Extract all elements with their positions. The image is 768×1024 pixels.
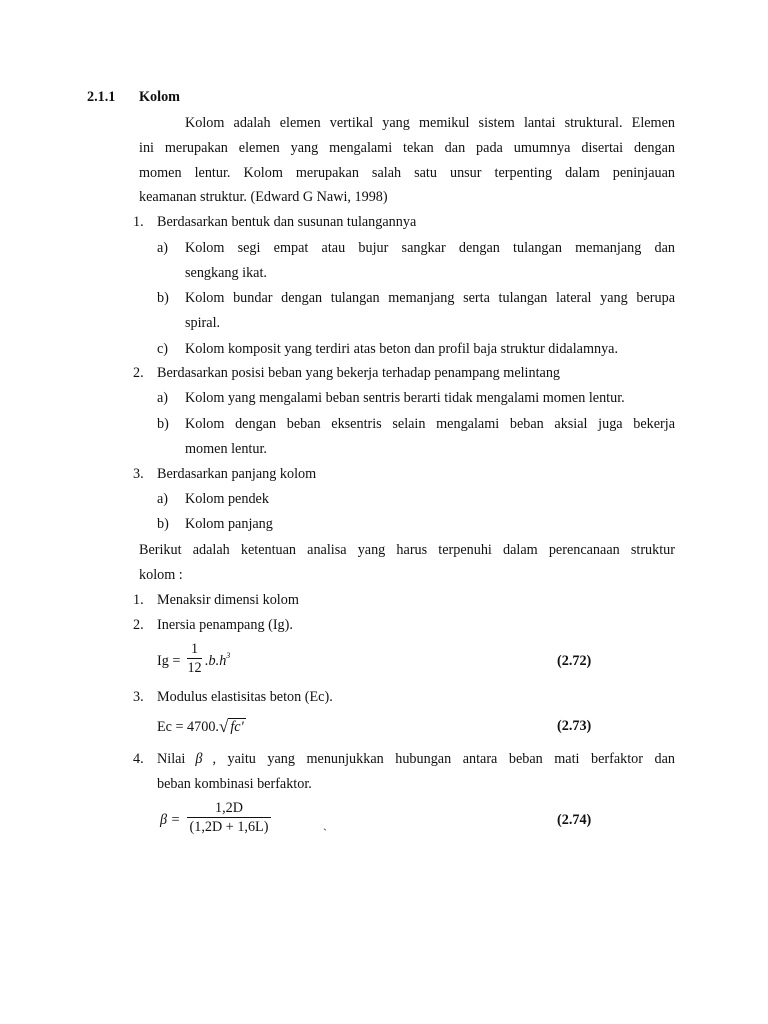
class-3b-line-1: Kolom panjang <box>185 516 273 532</box>
class-1-text: Berdasarkan bentuk dan susunan tulangannya <box>157 214 417 230</box>
class-1-marker: 1. <box>133 214 144 230</box>
section-title: Kolom <box>139 89 180 105</box>
class-2a-marker: a) <box>157 390 169 406</box>
intro-line-2: ini merupakan elemen yang mengalami tekan dan pada umumnya disertai dengan <box>139 140 675 156</box>
step-2-text: Inersia penampang (Ig). <box>157 617 293 633</box>
intro-line-3: momen lentur. Kolom merupakan salah satu unsur terpenting dalam peninjauan <box>139 165 675 181</box>
intro-line-4: keamanan struktur. (Edward G Nawi, 1998) <box>139 189 388 205</box>
step-1-text: Menaksir dimensi kolom <box>157 592 299 608</box>
class-2b-line-1: Kolom dengan beban eksentris selain mengalami beban aksial juga bekerja <box>185 416 675 432</box>
eq-2-73-lhs: Ec = 4700. <box>157 719 219 735</box>
class-2b-line-2: momen lentur. <box>185 441 267 457</box>
eq-2-72-rhs <box>205 653 230 670</box>
intro-line-1: Kolom adalah elemen vertikal yang memikul sistem lantai struktural. Elemen <box>185 115 675 131</box>
eq-2-72-fraction <box>187 642 202 675</box>
provisions-line-2: kolom : <box>139 567 183 583</box>
eq-2-73 <box>157 716 246 736</box>
step-2-marker: 2. <box>133 617 144 633</box>
class-1b-marker: b) <box>157 290 169 306</box>
class-1c-line-1: Kolom komposit yang terdiri atas beton dan profil baja struktur didalamnya. <box>185 341 619 357</box>
class-2-text: Berdasarkan posisi beban yang bekerja terhadap penampang melintang <box>157 365 561 381</box>
eq-2-72-numerator: 1 <box>187 642 202 659</box>
class-3-text: Berdasarkan panjang kolom <box>157 466 317 482</box>
step-4-text-before: Nilai <box>157 751 186 767</box>
class-1c-marker: c) <box>157 341 169 357</box>
eq-2-74-fraction <box>187 801 271 834</box>
step-4-line-2: beban kombinasi berfaktor. <box>157 776 312 792</box>
step-4-text-after: , yaitu yang menunjukkan hubungan antara beban mati berfaktor dan <box>212 751 675 767</box>
eq-2-73-label: (2.73) <box>557 718 592 734</box>
beta-symbol: β <box>195 751 203 767</box>
class-1a-line-2: sengkang ikat. <box>185 265 267 281</box>
class-2-marker: 2. <box>133 365 144 381</box>
class-1b-line-2: spiral. <box>185 315 221 331</box>
provisions-line-1: Berikut adalah ketentuan analisa yang harus terpenuhi dalam perencanaan struktur <box>139 542 675 558</box>
section-number: 2.1.1 <box>87 89 116 105</box>
eq-2-72-exponent: 3 <box>226 651 231 660</box>
class-2b-marker: b) <box>157 416 169 432</box>
class-3-marker: 3. <box>133 466 144 482</box>
step-3-marker: 3. <box>133 689 144 705</box>
eq-2-72-lhs: Ig = <box>157 653 181 669</box>
class-1a-marker: a) <box>157 240 169 256</box>
step-3-text: Modulus elastisitas beton (Ec). <box>157 689 333 705</box>
step-4-marker: 4. <box>133 751 144 767</box>
step-1-marker: 1. <box>133 592 144 608</box>
stray-mark: ` <box>323 826 327 840</box>
class-3a-marker: a) <box>157 491 169 507</box>
sqrt-symbol: √ fc' <box>218 717 244 736</box>
eq-2-74-label: (2.74) <box>557 812 592 828</box>
class-1a-line-1: Kolom segi empat atau bujur sangkar dengan tulangan memanjang dan <box>185 240 675 256</box>
class-1b-line-1: Kolom bundar dengan tulangan memanjang serta tulangan lateral yang berupa <box>185 290 675 306</box>
eq-2-74-numerator: 1,2D <box>187 801 271 818</box>
eq-2-74-denominator: (1,2D + 1,6L) <box>189 819 269 836</box>
eq-2-74-lhs: β = <box>160 812 181 828</box>
class-3a-line-1: Kolom pendek <box>185 491 269 507</box>
eq-2-72-rhs-text: .b.h <box>205 653 227 669</box>
eq-2-72-label: (2.72) <box>557 653 592 669</box>
class-2a-line-1: Kolom yang mengalami beban sentris berarti tidak mengalami momen lentur. <box>185 390 625 406</box>
eq-2-72-denominator: 12 <box>187 660 202 677</box>
eq-2-73-radicand: fc' <box>230 719 244 735</box>
step-4-line-1 <box>157 751 675 768</box>
class-3b-marker: b) <box>157 516 169 532</box>
